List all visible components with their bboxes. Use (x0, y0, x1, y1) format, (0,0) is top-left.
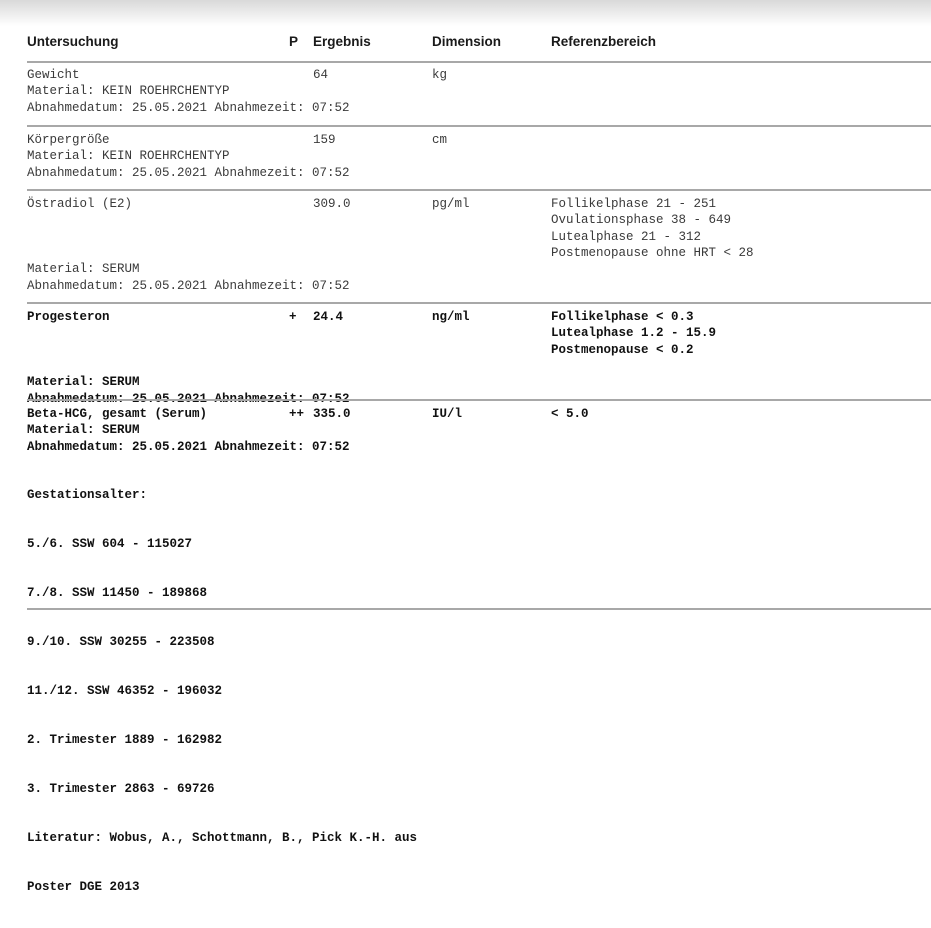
reference-range: Follikelphase 21 - 251 (551, 197, 717, 211)
abnahme-info: Abnahmedatum: 25.05.2021 Abnahmezeit: 07:52 (27, 278, 350, 293)
abnahme-info: Abnahmedatum: 25.05.2021 Abnahmezeit: 07:52 (27, 165, 350, 180)
header-divider (27, 61, 931, 63)
abnahme-info: Abnahmedatum: 25.05.2021 Abnahmezeit: 07:52 (27, 100, 350, 115)
unit: cm (432, 133, 448, 147)
test-name: Gewicht (27, 68, 80, 82)
result-value: 309.0 (313, 197, 351, 211)
pathology-flag: ++ (289, 407, 305, 421)
material: Material: SERUM (27, 423, 140, 438)
reference-range: Ovulationsphase 38 - 649 (551, 213, 732, 228)
result-value: 64 (313, 68, 329, 82)
top-shadow (0, 0, 931, 26)
row-divider (27, 125, 931, 127)
row-divider (27, 399, 931, 401)
header-p: P (289, 34, 299, 49)
reference-range: Lutealphase 1.2 - 15.9 (551, 326, 717, 341)
test-name: Körpergröße (27, 133, 110, 147)
material: Material: KEIN ROEHRCHENTYP (27, 149, 230, 164)
note-line: Poster DGE 2013 (27, 879, 140, 894)
unit: pg/ml (432, 197, 470, 211)
result-value: 159 (313, 133, 336, 147)
note-line: Literatur: Wobus, A., Schottmann, B., Pick K.-H. aus (27, 830, 418, 845)
note-line: 2. Trimester 1889 - 162982 (27, 732, 223, 747)
row-divider (27, 608, 931, 610)
header-dimension: Dimension (432, 34, 502, 49)
reference-range: Postmenopause ohne HRT < 28 (551, 245, 754, 260)
reference-range: Postmenopause < 0.2 (551, 342, 694, 357)
note-line: 9./10. SSW 30255 - 223508 (27, 635, 215, 650)
test-name: Beta-HCG, gesamt (Serum) (27, 407, 208, 421)
header-ergebnis: Ergebnis (313, 34, 371, 49)
row-divider (27, 302, 931, 304)
unit: ng/ml (432, 310, 470, 324)
row-divider (27, 189, 931, 191)
note-line: 11./12. SSW 46352 - 196032 (27, 684, 223, 699)
abnahme-info: Abnahmedatum: 25.05.2021 Abnahmezeit: 07:52 (27, 439, 350, 454)
note-line: 5./6. SSW 604 - 115027 (27, 537, 193, 552)
unit: IU/l (432, 407, 463, 421)
note-line: 3. Trimester 2863 - 69726 (27, 781, 215, 796)
pathology-flag: + (289, 310, 297, 324)
test-name: Progesteron (27, 310, 110, 324)
material: Material: SERUM (27, 262, 140, 277)
gestational-notes (27, 455, 417, 928)
reference-range: Follikelphase < 0.3 (551, 310, 694, 324)
reference-range: < 5.0 (551, 407, 589, 421)
header-untersuchung: Untersuchung (27, 34, 119, 49)
reference-range: Lutealphase 21 - 312 (551, 229, 702, 244)
header-referenzbereich: Referenzbereich (551, 34, 657, 49)
material: Material: SERUM (27, 375, 140, 390)
test-name: Östradiol (E2) (27, 197, 133, 211)
note-line: Gestationsalter: (27, 488, 148, 503)
note-line: 7./8. SSW 11450 - 189868 (27, 586, 208, 601)
table-header (0, 34, 931, 54)
material: Material: KEIN ROEHRCHENTYP (27, 84, 230, 99)
result-value: 24.4 (313, 310, 344, 324)
result-value: 335.0 (313, 407, 351, 421)
unit: kg (432, 68, 448, 82)
